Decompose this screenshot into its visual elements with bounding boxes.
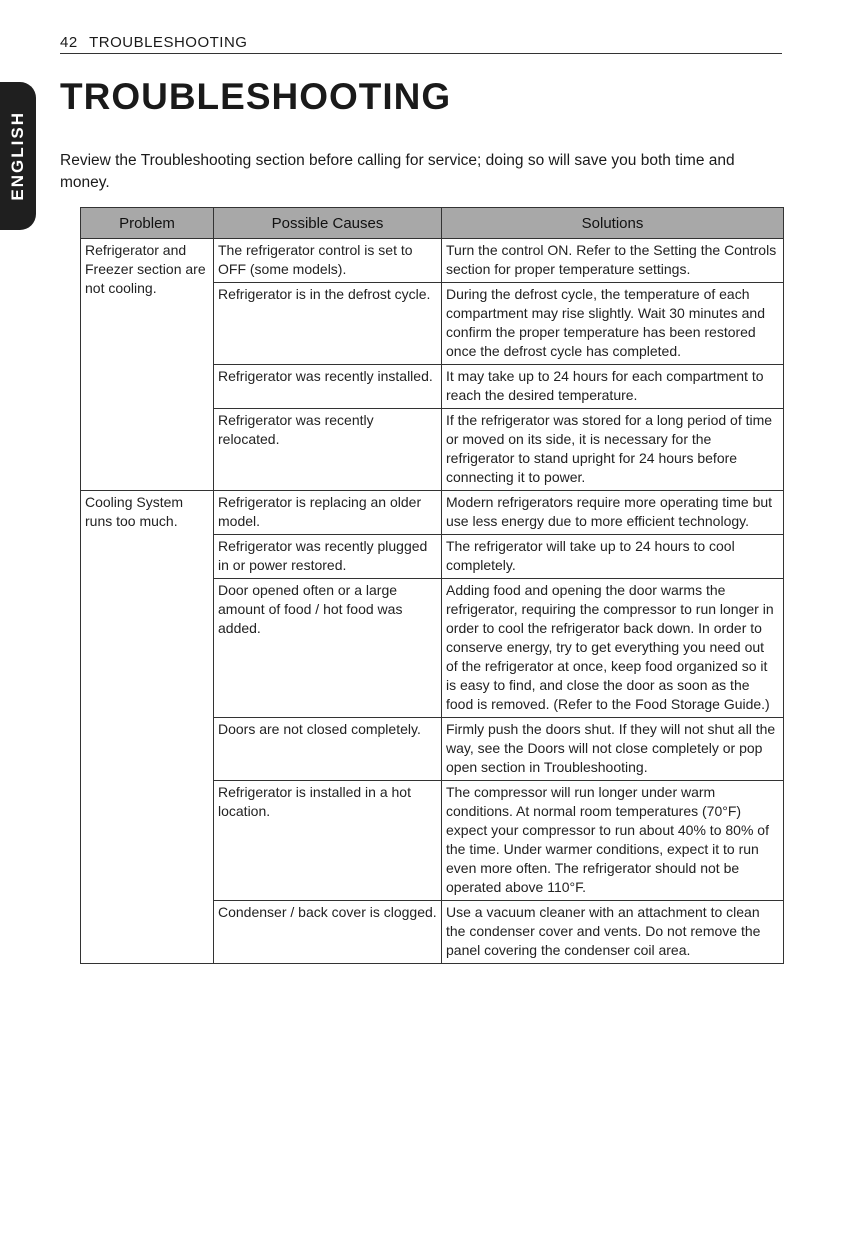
solution-cell: It may take up to 24 hours for each compartment to reach the desired temperature. xyxy=(442,365,784,409)
cause-cell: Refrigerator was recently relocated. xyxy=(214,409,442,491)
cause-cell: Doors are not closed completely. xyxy=(214,718,442,781)
page-title: TROUBLESHOOTING xyxy=(60,76,452,117)
table-row xyxy=(81,491,784,535)
language-label: ENGLISH xyxy=(8,111,27,201)
cause-cell: Door opened often or a large amount of food / hot food was added. xyxy=(214,579,442,718)
solution-cell: Adding food and opening the door warms the refrigerator, requiring the compressor to run longer in order to cool the refrigerator back down. In order to conserve energy, try to get everything you need out of the refrigerator at once, keep food organized so it is easy to find, and close the door as soon as the food is removed. (Refer to the Food Storage Guide.) xyxy=(442,579,784,718)
cause-cell: Refrigerator is in the defrost cycle. xyxy=(214,283,442,365)
cause-cell: The refrigerator control is set to OFF (some models). xyxy=(214,239,442,283)
cause-cell: Refrigerator was recently plugged in or power restored. xyxy=(214,535,442,579)
language-side-tab xyxy=(0,82,36,230)
page-number: 42 xyxy=(60,34,78,51)
intro-text: Review the Troubleshooting section before calling for service; doing so will save you both time and money. xyxy=(60,152,735,191)
solution-cell: Turn the control ON. Refer to the Setting the Controls section for proper temperature settings. xyxy=(442,239,784,283)
cause-cell: Refrigerator was recently installed. xyxy=(214,365,442,409)
header-solutions: Solutions xyxy=(442,208,784,239)
header-section-title: TROUBLESHOOTING xyxy=(89,34,248,51)
cause-cell: Refrigerator is replacing an older model. xyxy=(214,491,442,535)
page-header xyxy=(60,34,782,54)
cause-cell: Refrigerator is installed in a hot location. xyxy=(214,781,442,901)
solution-cell: Use a vacuum cleaner with an attachment to clean the condenser cover and vents. Do not remove the panel covering the condenser coil area. xyxy=(442,901,784,964)
solution-cell: Modern refrigerators require more operating time but use less energy due to more efficient technology. xyxy=(442,491,784,535)
solution-cell: The refrigerator will take up to 24 hours to cool completely. xyxy=(442,535,784,579)
header-problem: Problem xyxy=(81,208,214,239)
solution-cell: During the defrost cycle, the temperature of each compartment may rise slightly. Wait 30 minutes and confirm the proper temperature has been restored once the defrost cycle has completed. xyxy=(442,283,784,365)
table-header-row xyxy=(81,208,784,239)
problem-cell: Refrigerator and Freezer section are not cooling. xyxy=(81,239,214,491)
solution-cell: Firmly push the doors shut. If they will not shut all the way, see the Doors will not close completely or pop open section in Troubleshooting. xyxy=(442,718,784,781)
problem-cell: Cooling System runs too much. xyxy=(81,491,214,964)
header-possible-causes: Possible Causes xyxy=(214,208,442,239)
cause-cell: Condenser / back cover is clogged. xyxy=(214,901,442,964)
table-row xyxy=(81,239,784,283)
solution-cell: The compressor will run longer under warm conditions. At normal room temperatures (70°F) expect your compressor to run about 40% to 80% of the time. Under warmer conditions, expect it to run even more often. The refrigerator should not be operated above 110°F. xyxy=(442,781,784,901)
solution-cell: If the refrigerator was stored for a long period of time or moved on its side, it is necessary for the refrigerator to stand upright for 24 hours before connecting it to power. xyxy=(442,409,784,491)
troubleshooting-table xyxy=(80,207,784,964)
